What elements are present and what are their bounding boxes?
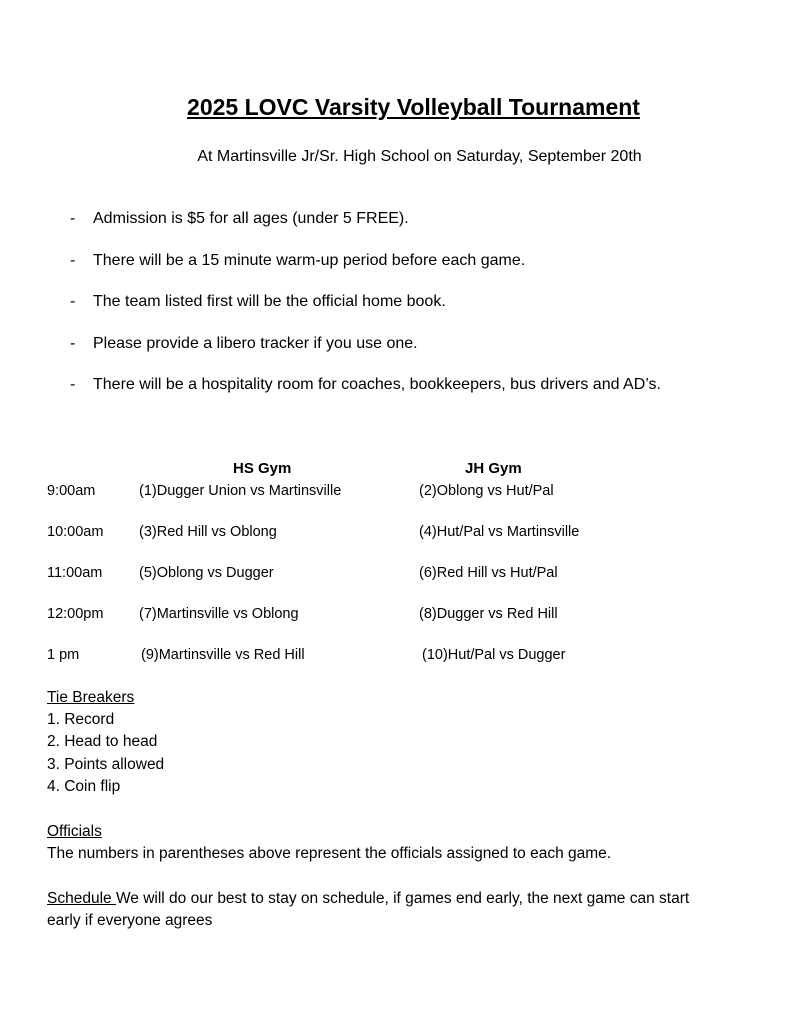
tie-breaker-item: 1. Record <box>47 711 115 728</box>
note-item <box>70 335 418 353</box>
schedule-jh-game: (10)Hut/Pal vs Dugger <box>422 647 566 663</box>
note-item <box>70 210 409 228</box>
schedule-time: 10:00am <box>47 524 104 540</box>
schedule-note-continuation: early if everyone agrees <box>47 912 213 929</box>
note-text: The team listed first will be the official home book. <box>93 293 446 310</box>
tie-breaker-item: 2. Head to head <box>47 733 158 750</box>
schedule-jh-game: (6)Red Hill vs Hut/Pal <box>419 565 558 581</box>
note-text: Please provide a libero tracker if you use one. <box>93 335 418 352</box>
officials-text: The numbers in parentheses above represent the officials assigned to each game. <box>47 845 612 862</box>
schedule-hs-game: (5)Oblong vs Dugger <box>139 565 274 581</box>
note-item <box>70 293 446 311</box>
schedule-hs-game: (1)Dugger Union vs Martinsville <box>139 483 342 499</box>
note-dash: - <box>70 252 76 269</box>
tie-breaker-item: 4. Coin flip <box>47 778 121 795</box>
tie-breaker-item: 3. Points allowed <box>47 756 165 773</box>
page-subtitle: At Martinsville Jr/Sr. High School on Saturday, September 20th <box>197 148 642 165</box>
schedule-hs-game: (7)Martinsville vs Oblong <box>139 606 299 622</box>
schedule-time: 1 pm <box>47 647 80 663</box>
note-text: Admission is $5 for all ages (under 5 FREE). <box>93 210 409 227</box>
note-text: There will be a 15 minute warm-up period before each game. <box>93 252 526 269</box>
officials-heading: Officials <box>47 823 102 840</box>
schedule-note-line <box>47 890 689 908</box>
schedule-jh-game: (4)Hut/Pal vs Martinsville <box>419 524 580 540</box>
note-dash: - <box>70 376 76 393</box>
schedule-time: 9:00am <box>47 483 96 499</box>
note-item <box>70 252 525 270</box>
schedule-time: 11:00am <box>47 565 103 581</box>
schedule-hs-game: (9)Martinsville vs Red Hill <box>141 647 305 663</box>
hs-gym-header: HS Gym <box>233 460 292 477</box>
schedule-hs-game: (3)Red Hill vs Oblong <box>139 524 277 540</box>
note-text: There will be a hospitality room for coaches, bookkeepers, bus drivers and AD’s. <box>93 376 661 393</box>
schedule-note-text: We will do our best to stay on schedule, if games end early, the next game can start <box>115 890 690 907</box>
schedule-note-heading: Schedule <box>47 890 116 907</box>
schedule-jh-game: (8)Dugger vs Red Hill <box>419 606 558 622</box>
schedule-time: 12:00pm <box>47 606 104 622</box>
note-dash: - <box>70 293 76 310</box>
page-title: 2025 LOVC Varsity Volleyball Tournament <box>187 94 640 120</box>
tie-breakers-heading: Tie Breakers <box>47 689 135 706</box>
schedule-jh-game: (2)Oblong vs Hut/Pal <box>419 483 554 499</box>
note-dash: - <box>70 210 76 227</box>
note-dash: - <box>70 335 76 352</box>
note-item <box>70 376 661 394</box>
jh-gym-header: JH Gym <box>465 460 522 477</box>
